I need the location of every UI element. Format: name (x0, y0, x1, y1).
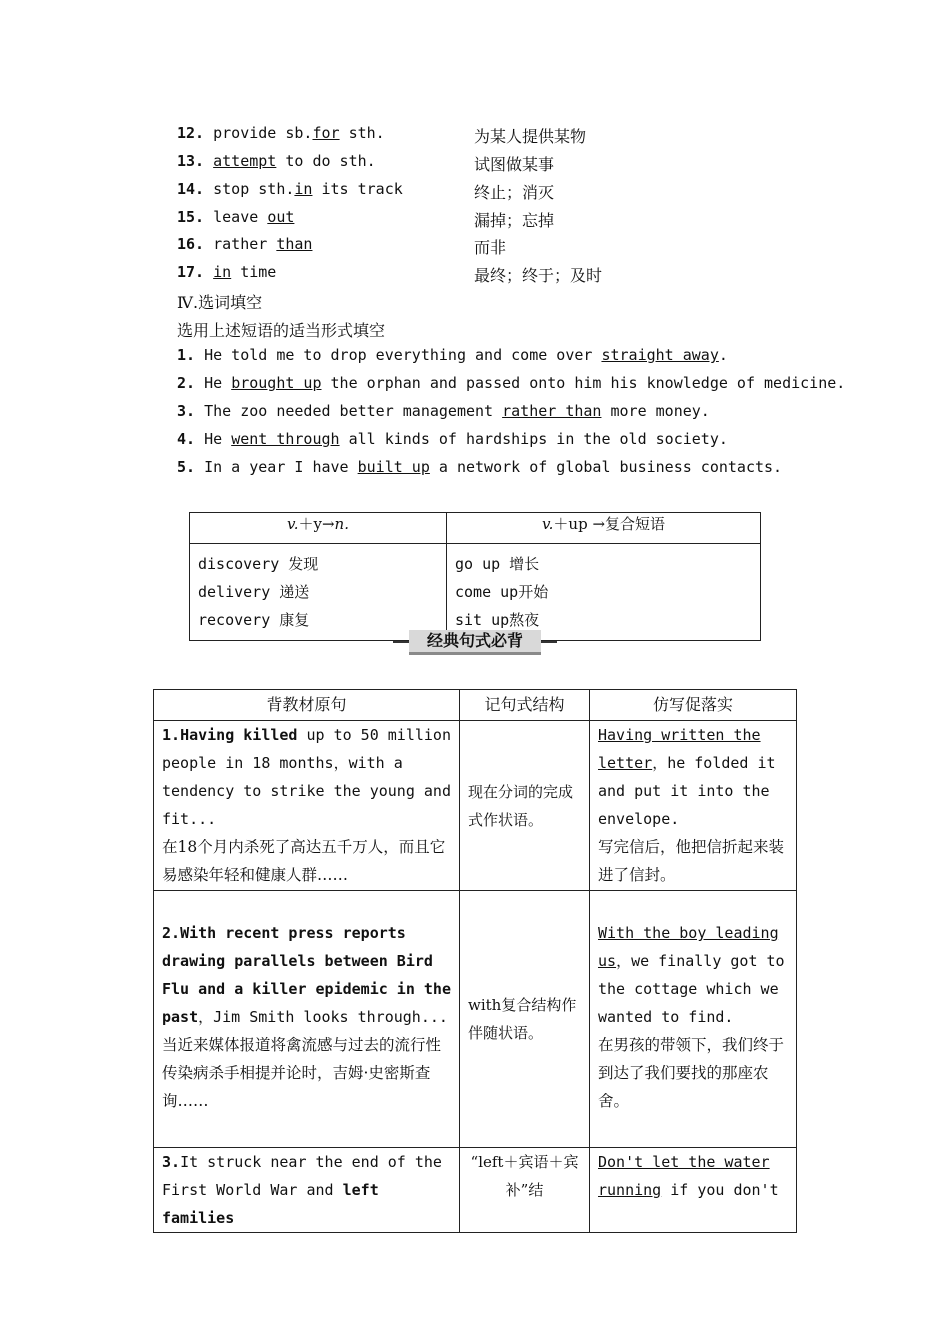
sentence-text: the orphan and passed onto him his knowledge of medicine. (321, 374, 846, 392)
imitation-translation: 在男孩的带领下，我们终于到达了我们要找的那座农舍。 (598, 1036, 785, 1110)
imitation-cell (590, 1148, 797, 1233)
phrase-number: 12. (177, 124, 205, 142)
sentence-text: He (204, 374, 232, 392)
phrase-number: 17. (177, 263, 205, 281)
phrase-answer: out (267, 208, 295, 226)
phrase-text: its track (312, 180, 403, 198)
sentence-text: The zoo needed better management (204, 402, 503, 420)
sentence-text: He told me to drop everything and come over (204, 346, 602, 364)
sentence-number: 3. (177, 402, 196, 420)
original-sentence-cell (154, 1148, 460, 1233)
row-number: 3. (162, 1153, 181, 1171)
structure-cell: with复合结构作伴随状语。 (460, 891, 590, 1148)
imitation-text: ，he folded it and put it into the envelope. (598, 754, 776, 828)
sentence-highlight: Having killed (180, 726, 298, 744)
list-item: come up开始 (455, 583, 549, 601)
header-pos: v. (541, 515, 554, 533)
exercise-sentence-1 (177, 346, 728, 364)
phrase-text: time (231, 263, 277, 281)
row-number: 2. (162, 924, 181, 942)
section-banner (393, 630, 557, 654)
sentence-answer: brought up (231, 374, 322, 392)
sentence-number: 4. (177, 430, 196, 448)
phrase-answer: in (294, 180, 313, 198)
exercise-sentence-3 (177, 402, 710, 420)
sentence-answer: rather than (502, 402, 602, 420)
word-formation-table (189, 512, 761, 641)
sentence-text: more money. (601, 402, 710, 420)
phrase-text: leave (213, 208, 268, 226)
sentence-text: In a year I have (204, 458, 358, 476)
phrase-meaning: 终止；消灭 (474, 183, 555, 202)
exercise-sentence-2 (177, 374, 845, 392)
imitation-answer: With the boy leading us (598, 924, 779, 970)
sentence-number: 5. (177, 458, 196, 476)
list-item: go up 增长 (455, 555, 540, 573)
list-item: delivery 递送 (198, 583, 310, 601)
word-formation-header-left (190, 513, 447, 544)
sentence-answer: built up (357, 458, 430, 476)
phrase-text: stop sth. (213, 180, 295, 198)
sentence-text: It struck near the end of the First World War and (162, 1153, 442, 1199)
imitation-answer: Don't let the water running (598, 1153, 770, 1199)
phrase-answer: for (312, 124, 340, 142)
header-rule: ＋up →复合短语 (553, 515, 666, 533)
list-item: sit up熬夜 (455, 611, 540, 629)
imitation-translation: 写完信后，他把信折起来装进了信封。 (598, 838, 785, 884)
sentence-pattern-table (153, 689, 797, 1233)
sentence-text: all kinds of hardships in the old society. (339, 430, 728, 448)
phrase-text: rather (213, 235, 277, 253)
phrase-number: 14. (177, 180, 205, 198)
sentence-highlight: With recent press reports drawing parallels between Bird Flu and a killer epidemic in the past (162, 924, 451, 1026)
sentence-translation: 当近来媒体报道将禽流感与过去的流行性传染病杀手相提并论时，吉姆·史密斯查询…… (162, 1036, 442, 1110)
imitation-text: if you don't (661, 1181, 779, 1199)
table-row (154, 1148, 797, 1233)
phrase-meaning: 漏掉；忘掉 (474, 211, 555, 230)
header-rule: ＋y→ (298, 515, 335, 533)
structure-cell: 现在分词的完成式作状语。 (460, 721, 590, 891)
original-sentence-cell (154, 721, 460, 891)
word-formation-left-cell (190, 544, 447, 641)
banner-title: 经典句式必背 (426, 631, 523, 650)
section-title: Ⅳ.选词填空 (177, 293, 263, 312)
phrase-number: 15. (177, 208, 205, 226)
phrase-text: sth. (339, 124, 385, 142)
column-header-imitation: 仿写促落实 (590, 690, 797, 721)
sentence-translation: 在18个月内杀死了高达五千万人，而且它易感染年轻和健康人群…… (162, 838, 446, 884)
list-item: discovery 发现 (198, 555, 319, 573)
phrase-meaning: 而非 (474, 238, 507, 257)
column-header-structure: 记句式结构 (460, 690, 590, 721)
imitation-cell (590, 891, 797, 1148)
sentence-text: He (204, 430, 232, 448)
phrase-text: provide sb. (213, 124, 313, 142)
sentence-text: a network of global business contacts. (429, 458, 783, 476)
sentence-text: up to 50 million people in 18 months，with a tendency to strike the young and fit... (162, 726, 451, 828)
table-row (154, 891, 797, 1148)
phrase-answer: attempt (213, 152, 277, 170)
exercise-sentence-4 (177, 430, 728, 448)
phrase-answer: in (213, 263, 232, 281)
header-pos: v. (287, 515, 299, 533)
sentence-text: ，Jim Smith looks through... (198, 1008, 448, 1026)
phrase-number: 16. (177, 235, 205, 253)
exercise-sentence-5 (177, 458, 782, 476)
phrase-answer: than (276, 235, 313, 253)
sentence-answer: straight away (601, 346, 719, 364)
imitation-cell (590, 721, 797, 891)
phrase-number: 13. (177, 152, 205, 170)
column-header-original: 背教材原句 (154, 690, 460, 721)
sentence-answer: went through (231, 430, 340, 448)
phrase-meaning: 最终；终于；及时 (474, 266, 603, 285)
list-item: recovery 康复 (198, 611, 310, 629)
phrase-text: to do sth. (276, 152, 376, 170)
imitation-text: ，we finally got to the cottage which we wanted to find. (598, 952, 785, 1026)
word-formation-header-right (447, 513, 761, 544)
sentence-number: 1. (177, 346, 196, 364)
phrase-meaning: 为某人提供某物 (474, 127, 587, 146)
section-instruction: 选用上述短语的适当形式填空 (177, 321, 386, 340)
structure-cell: “left＋宾语＋宾补”结 (460, 1148, 590, 1233)
original-sentence-cell (154, 891, 460, 1148)
row-number: 1. (162, 726, 181, 744)
sentence-text: . (718, 346, 728, 364)
header-pos: n. (334, 515, 349, 533)
phrase-meaning: 试图做某事 (474, 155, 555, 174)
table-row (154, 721, 797, 891)
imitation-answer: Having written the letter (598, 726, 761, 772)
sentence-number: 2. (177, 374, 196, 392)
word-formation-right-cell (447, 544, 761, 641)
sentence-highlight: left families (162, 1181, 379, 1227)
